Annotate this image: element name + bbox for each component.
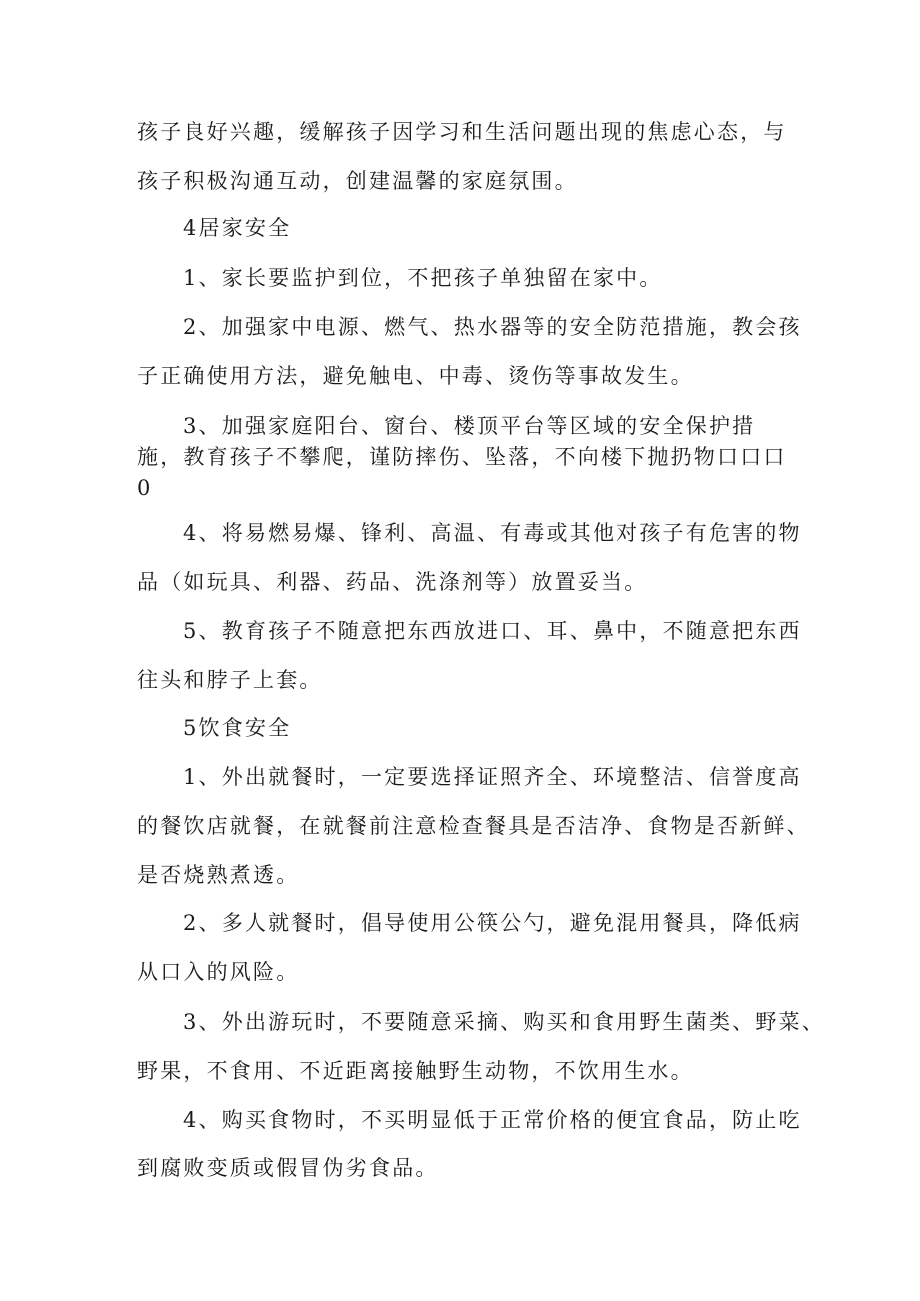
paragraph-line: 施，教育孩子不攀爬，谨防摔伤、坠落，不向楼下抛扔物口口口 [137, 445, 787, 469]
paragraph-line: 2、加强家中电源、燃气、热水器等的安全防范措施，教会孩 [183, 315, 802, 339]
paragraph-line: 子正确使用方法，避免触电、中毒、烫伤等事故发生。 [137, 364, 694, 388]
paragraph-line: 1、家长要监护到位，不把孩子单独留在家中。 [183, 266, 663, 290]
paragraph-line: 3、外出游玩时，不要随意采摘、购买和食用野生菌类、野菜、 [183, 1010, 825, 1034]
paragraph-line: 孩子良好兴趣，缓解孩子因学习和生活问题出现的焦虑心态，与 [137, 120, 787, 144]
paragraph-line: 5、教育孩子不随意把东西放进口、耳、鼻中，不随意把东西 [183, 619, 802, 643]
paragraph-line: 1、外出就餐时，一定要选择证照齐全、环境整洁、信誉度高 [183, 765, 802, 789]
section-heading-food-safety: 5饮食安全 [183, 716, 292, 740]
section-heading-home-safety: 4居家安全 [183, 216, 292, 240]
paragraph-line: 往头和脖子上套。 [137, 668, 323, 692]
paragraph-line: 3、加强家庭阳台、窗台、楼顶平台等区域的安全保护措 [183, 414, 756, 438]
paragraph-line: 0 [137, 476, 153, 500]
paragraph-line: 品（如玩具、利器、药品、洗涤剂等）放置妥当。 [137, 570, 648, 594]
paragraph-line: 是否烧熟煮透。 [137, 863, 300, 887]
paragraph-line: 4、将易燃易爆、锋利、高温、有毒或其他对孩子有危害的物 [183, 521, 802, 545]
paragraph-line: 孩子积极沟通互动，创建温馨的家庭氛围。 [137, 169, 578, 193]
paragraph-line: 野果，不食用、不近距离接触野生动物，不饮用生水。 [137, 1059, 694, 1083]
paragraph-line: 从口入的风险。 [137, 960, 300, 984]
paragraph-line: 4、购买食物时，不买明显低于正常价格的便宜食品，防止吃 [183, 1108, 802, 1132]
paragraph-line: 到腐败变质或假冒伪劣食品。 [137, 1156, 439, 1180]
paragraph-line: 的餐饮店就餐，在就餐前注意检查餐具是否洁净、食物是否新鲜、 [137, 814, 810, 838]
paragraph-line: 2、多人就餐时，倡导使用公筷公勺，避免混用餐具，降低病 [183, 911, 802, 935]
